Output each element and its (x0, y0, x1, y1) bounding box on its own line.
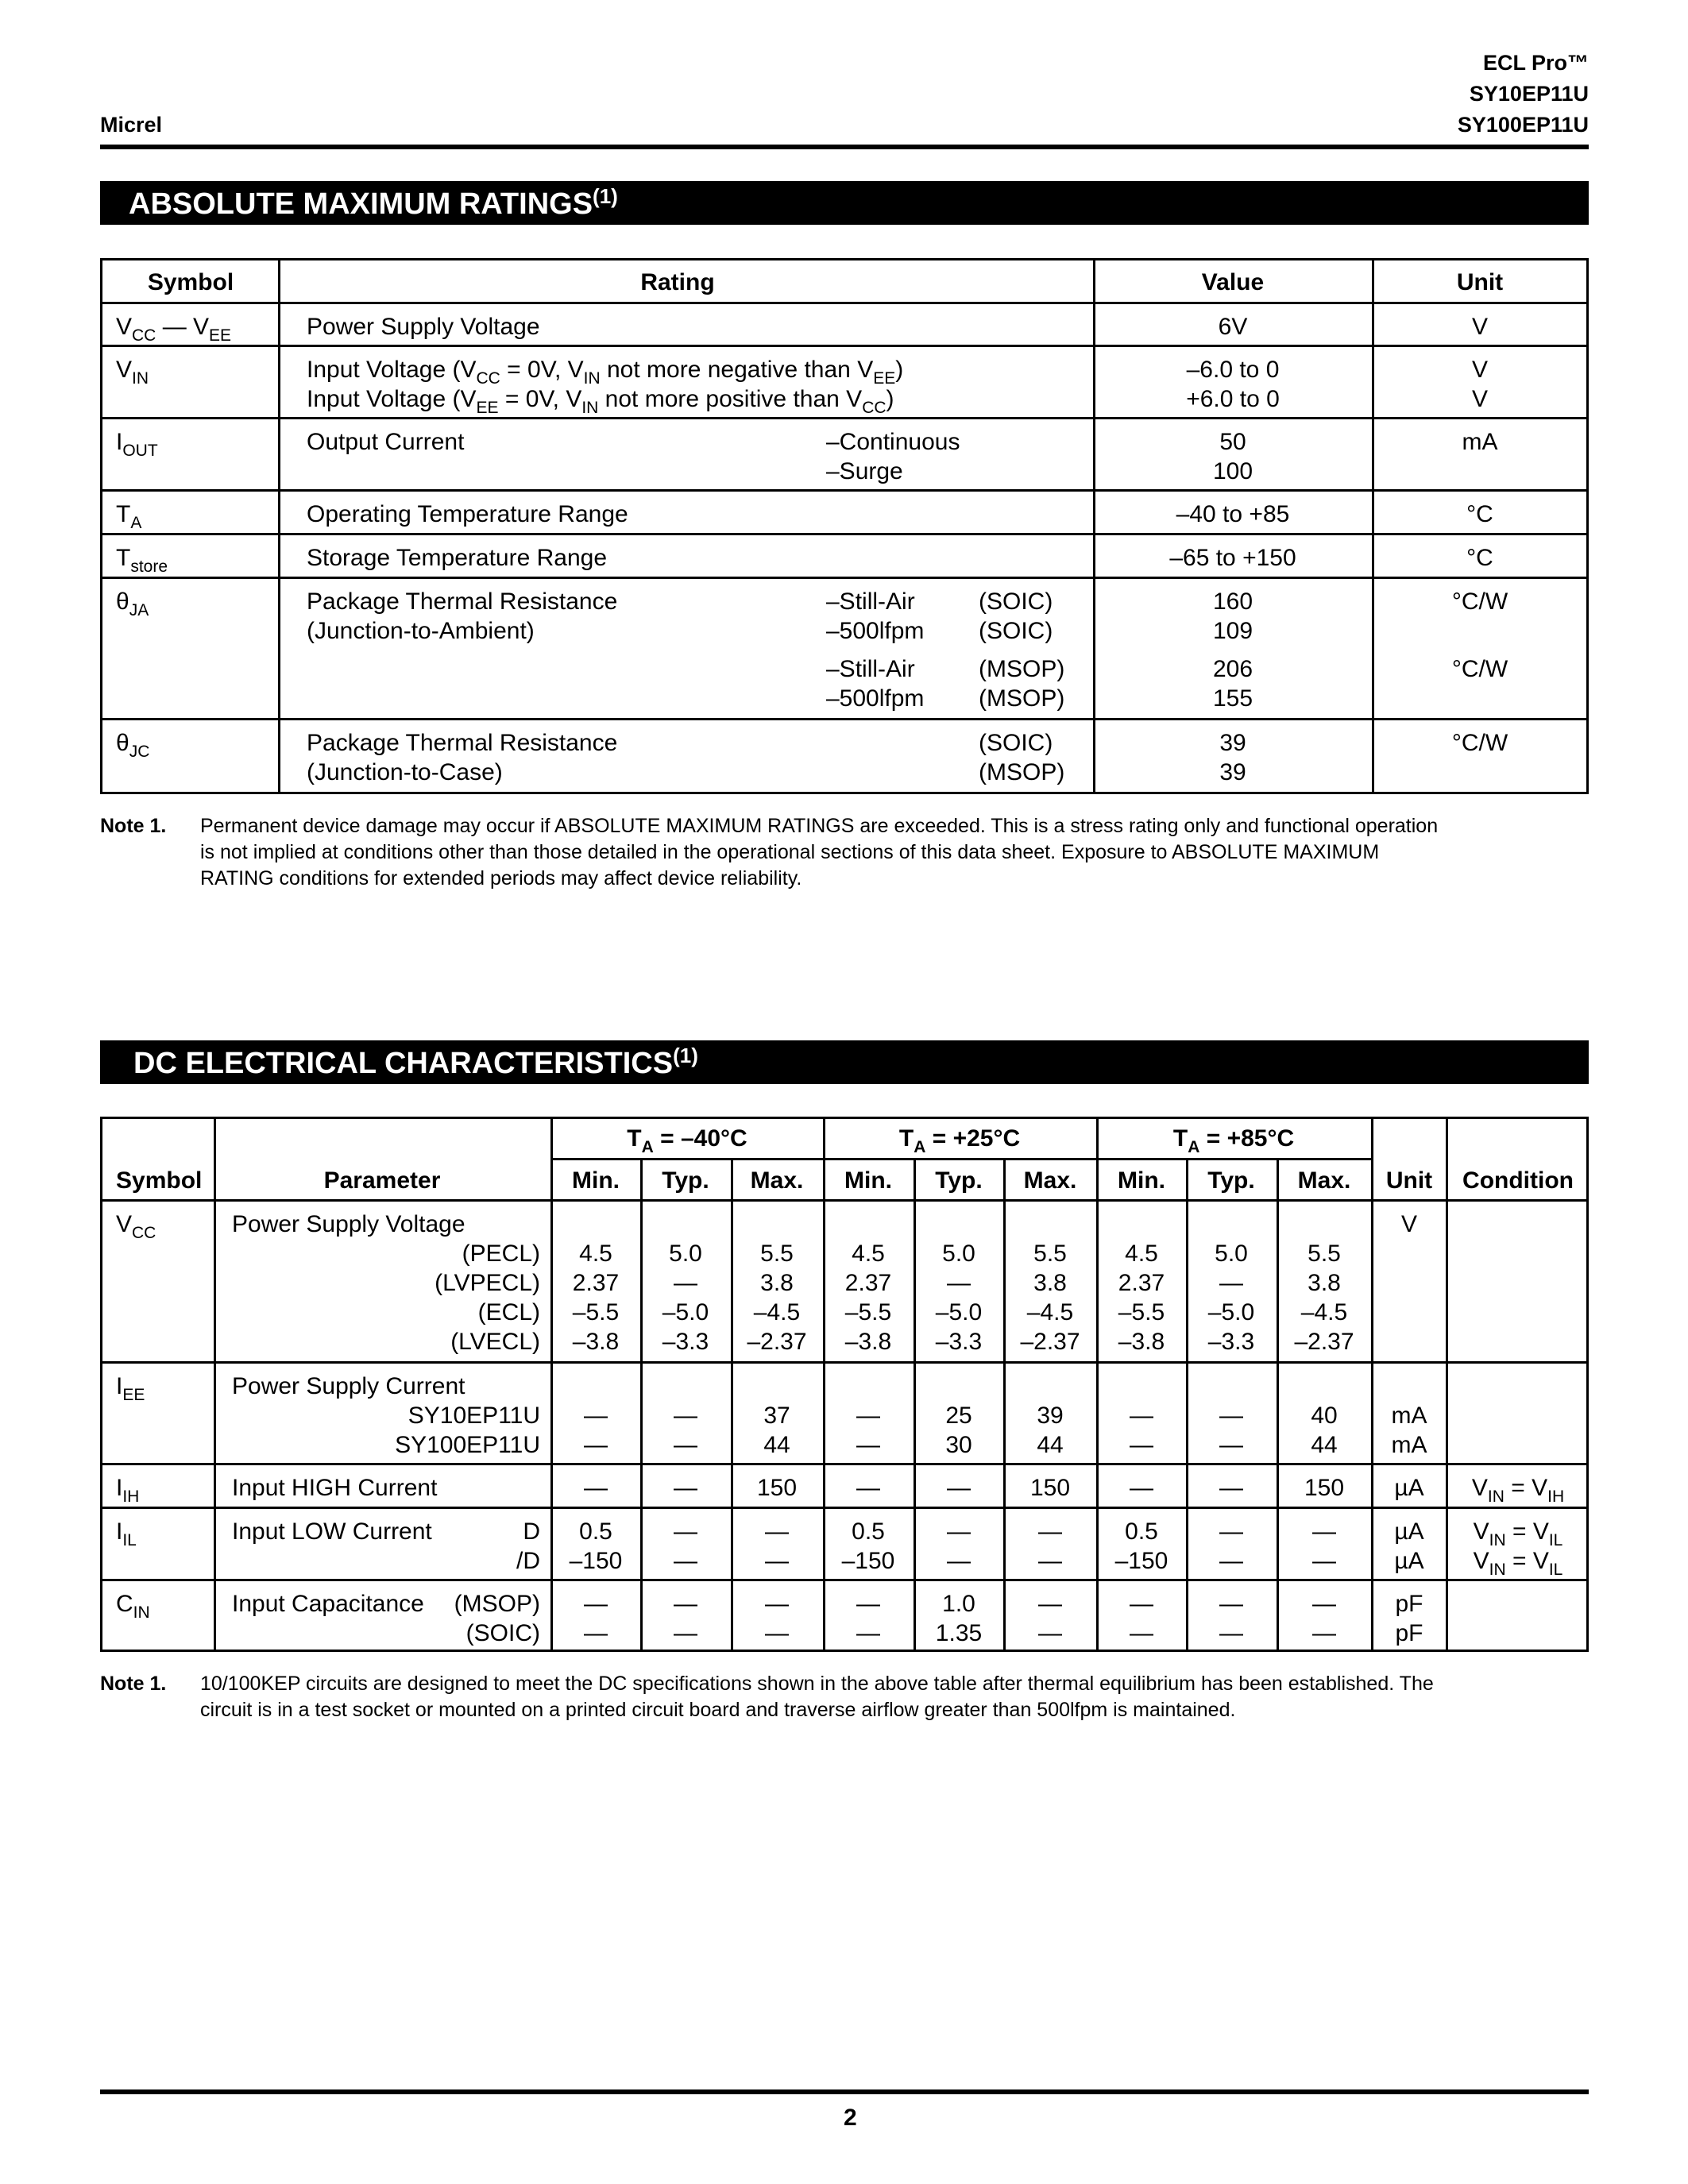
unit-text: °C (1466, 545, 1493, 571)
col-typ: Typ. (662, 1167, 709, 1194)
company-name: Micrel (100, 113, 163, 137)
col-min: Min. (1118, 1167, 1165, 1194)
table-cell: — (1038, 1591, 1062, 1617)
unit-text: V (1471, 386, 1489, 412)
col-value: Value (1201, 269, 1265, 295)
table-cell: 44 (1037, 1432, 1064, 1458)
condition-text: $V_{IN} = V_{IL}$ (1473, 1548, 1563, 1579)
table-cell: — (584, 1432, 608, 1458)
temp-header-plus85: $T_A = +85^\circ C$ (1172, 1125, 1295, 1156)
table-cell: –3.8 (1118, 1329, 1165, 1355)
value-text: 160 (1212, 588, 1253, 615)
rating-text: Input Voltage ($V_{CC} = 0V$, $V_{IN}$ not more negative than $V_{EE}$) (307, 357, 904, 388)
table-cell: –3.8 (572, 1329, 620, 1355)
table-cell: –4.5 (753, 1299, 801, 1325)
package-text: (MSOP) (979, 685, 1065, 712)
table-cell: — (1312, 1548, 1336, 1574)
dc-note-line: circuit is in a test socket or mounted on a printed circuit board and traverse airflow greater than 500lfpm is maintained. (200, 1699, 1236, 1721)
table-cell: — (674, 1591, 697, 1617)
col-max: Max. (750, 1167, 804, 1194)
col-condition: Condition (1462, 1167, 1574, 1194)
table-cell: 150 (1304, 1475, 1345, 1501)
unit-text: µA (1394, 1475, 1424, 1501)
condition-text: $V_{IN} = V_{IL}$ (1473, 1518, 1563, 1549)
table-cell: 4.5 (579, 1241, 612, 1267)
table-cell: — (1219, 1475, 1243, 1501)
unit-text: °C/W (1451, 588, 1508, 615)
package-text: (SOIC) (979, 618, 1053, 644)
table-cell: — (584, 1620, 608, 1646)
abs-max-section-bar: ABSOLUTE MAXIMUM RATINGS$^{(1)}$ (100, 181, 1589, 225)
rating-text: Package Thermal Resistance (307, 730, 618, 756)
condition-text: –500lfpm (826, 618, 925, 644)
table-cell: — (1312, 1591, 1336, 1617)
abs-max-note-line: Permanent device damage may occur if ABSOLUTE MAXIMUM RATINGS are exceeded. This is a stress rating only and functional operation (200, 815, 1439, 837)
value-text: 6V (1218, 314, 1248, 340)
param-text: Power Supply Current (232, 1373, 465, 1399)
table-cell: 4.5 (852, 1241, 885, 1267)
part-number-2: SY100EP11U (1457, 113, 1589, 137)
table-cell: 5.0 (942, 1241, 975, 1267)
abs-max-title: ABSOLUTE MAXIMUM RATINGS (129, 187, 593, 221)
table-cell: 1.0 (942, 1591, 975, 1617)
param-text: Input LOW Current (232, 1518, 432, 1545)
rating-text: Power Supply Voltage (307, 314, 540, 340)
table-cell: — (1130, 1432, 1153, 1458)
unit-text: V (1400, 1211, 1418, 1237)
value-text: 50 (1219, 429, 1246, 455)
value-text: 100 (1212, 458, 1253, 484)
package-text: (MSOP) (979, 759, 1065, 785)
param-sub-label: (LVPECL) (435, 1270, 540, 1296)
table-cell: 44 (1311, 1432, 1338, 1458)
part-number-1: SY10EP11U (1469, 82, 1589, 106)
col-typ: Typ. (935, 1167, 983, 1194)
unit-text: pF (1395, 1620, 1423, 1646)
table-cell: 150 (1029, 1475, 1071, 1501)
table-cell: 3.8 (1308, 1270, 1341, 1296)
product-family: ECL Pro™ (1482, 51, 1589, 75)
table-cell: — (1130, 1475, 1153, 1501)
rating-text: Storage Temperature Range (307, 545, 608, 571)
col-parameter: Parameter (323, 1167, 441, 1194)
table-cell: 3.8 (760, 1270, 794, 1296)
table-cell: — (584, 1475, 608, 1501)
col-unit: Unit (1385, 1167, 1433, 1194)
table-cell: — (856, 1403, 880, 1429)
header-rule (100, 145, 1589, 149)
unit-text: V (1471, 357, 1489, 383)
table-cell: 40 (1311, 1403, 1338, 1429)
sym-iih: $I_{IH}$ (116, 1475, 140, 1506)
table-cell: –2.37 (1294, 1329, 1354, 1355)
table-cell: — (1312, 1518, 1336, 1545)
condition-text: –Surge (826, 458, 903, 484)
table-cell: — (674, 1518, 697, 1545)
table-cell: 150 (756, 1475, 798, 1501)
table-cell: — (584, 1403, 608, 1429)
table-cell: — (1312, 1620, 1336, 1646)
dc-note-line: 10/100KEP circuits are designed to meet the DC specifications shown in the above table after thermal equilibrium has been established. The (200, 1673, 1434, 1695)
rating-text: (Junction-to-Case) (307, 759, 503, 785)
abs-max-note-label: Note 1. (100, 815, 167, 837)
table-cell: — (674, 1475, 697, 1501)
dc-note-label: Note 1. (100, 1673, 167, 1695)
sym-cin: $C_{IN}$ (116, 1591, 150, 1622)
table-cell: 3.8 (1033, 1270, 1067, 1296)
table-cell: — (1130, 1403, 1153, 1429)
table-cell: — (1038, 1518, 1062, 1545)
table-cell: — (1219, 1403, 1243, 1429)
unit-text: mA (1391, 1432, 1427, 1458)
table-cell: — (856, 1475, 880, 1501)
unit-text: µA (1394, 1518, 1424, 1545)
package-text: (SOIC) (979, 730, 1053, 756)
col-min: Min. (572, 1167, 620, 1194)
table-cell: 39 (1037, 1403, 1064, 1429)
table-cell: — (765, 1591, 789, 1617)
temp-header-minus40: $T_A = -40^\circ C$ (627, 1125, 747, 1156)
condition-text: $V_{IN} = V_{IH}$ (1471, 1475, 1565, 1506)
col-typ: Typ. (1207, 1167, 1255, 1194)
table-cell: — (1130, 1591, 1153, 1617)
param-sub-label: (MSOP) (454, 1591, 540, 1617)
table-cell: –5.0 (935, 1299, 983, 1325)
param-sub-label: (ECL) (477, 1299, 540, 1325)
value-text: –65 to +150 (1169, 545, 1296, 571)
sym-ta: $T_A$ (116, 501, 142, 532)
table-cell: — (947, 1548, 971, 1574)
param-sub-label: (LVECL) (450, 1329, 540, 1355)
table-cell: — (674, 1403, 697, 1429)
table-cell: –3.8 (844, 1329, 892, 1355)
param-sub-label: (SOIC) (465, 1620, 540, 1646)
param-text: Input Capacitance (232, 1591, 424, 1617)
table-cell: 0.5 (1125, 1518, 1158, 1545)
unit-text: µA (1394, 1548, 1424, 1574)
table-cell: –150 (1114, 1548, 1168, 1574)
sym-theta-jc: $\theta_{JC}$ (116, 730, 150, 761)
param-sub-label: D (523, 1518, 540, 1545)
col-symbol: Symbol (116, 1167, 203, 1194)
table-cell: — (947, 1270, 971, 1296)
sym-vcc: $V_{CC}$ (116, 1211, 156, 1242)
dc-section-bar: DC ELECTRICAL CHARACTERISTICS$^{(1)}$ (100, 1040, 1589, 1084)
table-cell: 25 (945, 1403, 972, 1429)
table-cell: — (856, 1432, 880, 1458)
unit-text: °C/W (1451, 656, 1508, 682)
col-rating: Rating (640, 269, 715, 295)
value-text: –6.0 to 0 (1186, 357, 1280, 383)
rating-text: (Junction-to-Ambient) (307, 618, 535, 644)
unit-text: °C (1466, 501, 1493, 527)
col-unit: Unit (1456, 269, 1504, 295)
table-cell: –4.5 (1026, 1299, 1074, 1325)
package-text: (MSOP) (979, 656, 1065, 682)
table-cell: — (765, 1620, 789, 1646)
param-sub-label: SY10EP11U (408, 1403, 540, 1429)
table-cell: 5.5 (1308, 1241, 1341, 1267)
table-cell: 1.35 (935, 1620, 983, 1646)
sym-iil: $I_{IL}$ (116, 1518, 137, 1549)
table-cell: — (765, 1548, 789, 1574)
value-text: +6.0 to 0 (1186, 386, 1280, 412)
table-cell: –5.0 (1207, 1299, 1255, 1325)
page-number: 2 (844, 2105, 857, 2131)
value-text: 39 (1219, 759, 1246, 785)
sym-vin: $V_{IN}$ (116, 357, 149, 388)
table-cell: — (1038, 1620, 1062, 1646)
table-cell: –2.37 (1020, 1329, 1080, 1355)
table-cell: — (1219, 1548, 1243, 1574)
col-symbol: Symbol (147, 269, 234, 295)
table-cell: 2.37 (572, 1270, 620, 1296)
rating-text: Input Voltage ($V_{EE} = 0V$, $V_{IN}$ not more positive than $V_{CC}$) (307, 386, 894, 417)
condition-text: –Still-Air (826, 588, 915, 615)
table-cell: 44 (763, 1432, 790, 1458)
table-cell: 5.0 (1215, 1241, 1248, 1267)
table-cell: — (1219, 1270, 1243, 1296)
table-cell: — (1219, 1591, 1243, 1617)
table-cell: 4.5 (1125, 1241, 1158, 1267)
table-cell: — (856, 1620, 880, 1646)
unit-text: °C/W (1451, 730, 1508, 756)
unit-text: pF (1395, 1591, 1423, 1617)
table-cell: –3.3 (662, 1329, 709, 1355)
table-cell: –150 (569, 1548, 623, 1574)
col-min: Min. (844, 1167, 892, 1194)
table-cell: –3.3 (935, 1329, 983, 1355)
value-text: 155 (1212, 685, 1253, 712)
rating-text: Operating Temperature Range (307, 501, 628, 527)
table-cell: — (947, 1475, 971, 1501)
table-cell: –5.5 (572, 1299, 620, 1325)
table-cell: — (1219, 1620, 1243, 1646)
table-cell: 2.37 (844, 1270, 892, 1296)
param-sub-label: SY100EP11U (395, 1432, 540, 1458)
condition-text: –Still-Air (826, 656, 915, 682)
col-max: Max. (1297, 1167, 1351, 1194)
unit-text: mA (1462, 429, 1498, 455)
col-max: Max. (1023, 1167, 1077, 1194)
abs-max-note-line: RATING conditions for extended periods may affect device reliability. (200, 867, 802, 889)
sym-iout: $I_{OUT}$ (116, 429, 158, 460)
value-text: 109 (1212, 618, 1253, 644)
table-cell: 5.0 (669, 1241, 702, 1267)
table-cell: — (1219, 1518, 1243, 1545)
sym-iee: $I_{EE}$ (116, 1373, 145, 1404)
table-cell: –150 (841, 1548, 895, 1574)
table-cell: — (674, 1432, 697, 1458)
table-cell: 0.5 (852, 1518, 885, 1545)
value-text: 39 (1219, 730, 1246, 756)
table-cell: — (674, 1270, 697, 1296)
temp-header-plus25: $T_A = +25^\circ C$ (898, 1125, 1021, 1156)
footer-rule (100, 2089, 1589, 2094)
unit-text: mA (1391, 1403, 1427, 1429)
param-sub-label: /D (516, 1548, 540, 1574)
table-cell: — (1219, 1432, 1243, 1458)
param-text: Input HIGH Current (232, 1475, 438, 1501)
table-cell: –3.3 (1207, 1329, 1255, 1355)
table-cell: 5.5 (760, 1241, 794, 1267)
package-text: (SOIC) (979, 588, 1053, 615)
condition-text: –Continuous (826, 429, 960, 455)
table-cell: 37 (763, 1403, 790, 1429)
sym-vcc-vee: $V_{CC}$ — $V_{EE}$ (116, 314, 232, 345)
table-cell: 0.5 (579, 1518, 612, 1545)
table-cell: 5.5 (1033, 1241, 1067, 1267)
table-cell: –5.0 (662, 1299, 709, 1325)
table-cell: 2.37 (1118, 1270, 1165, 1296)
table-cell: — (1038, 1548, 1062, 1574)
table-cell: — (765, 1518, 789, 1545)
param-sub-label: (PECL) (462, 1241, 540, 1267)
value-text: –40 to +85 (1176, 501, 1290, 527)
table-cell: –5.5 (1118, 1299, 1165, 1325)
table-cell: — (856, 1591, 880, 1617)
table-cell: — (1130, 1620, 1153, 1646)
unit-text: V (1471, 314, 1489, 340)
table-cell: –5.5 (844, 1299, 892, 1325)
condition-text: –500lfpm (826, 685, 925, 712)
sym-theta-ja: $\theta_{JA}$ (116, 588, 149, 619)
rating-text: Package Thermal Resistance (307, 588, 618, 615)
sym-tstore: $T_{store}$ (116, 545, 168, 576)
abs-max-note-line: is not implied at conditions other than those detailed in the operational sections of this data sheet. Exposure to ABSOLUTE MAXIMUM (200, 841, 1380, 863)
table-cell: –2.37 (747, 1329, 807, 1355)
table-cell: — (674, 1548, 697, 1574)
table-cell: –4.5 (1300, 1299, 1348, 1325)
param-text: Power Supply Voltage (232, 1211, 465, 1237)
table-cell: — (584, 1591, 608, 1617)
table-cell: — (674, 1620, 697, 1646)
table-cell: 30 (945, 1432, 972, 1458)
value-text: 206 (1212, 656, 1253, 682)
table-cell: — (947, 1518, 971, 1545)
rating-text: Output Current (307, 429, 465, 455)
dc-title: DC ELECTRICAL CHARACTERISTICS (133, 1047, 674, 1080)
